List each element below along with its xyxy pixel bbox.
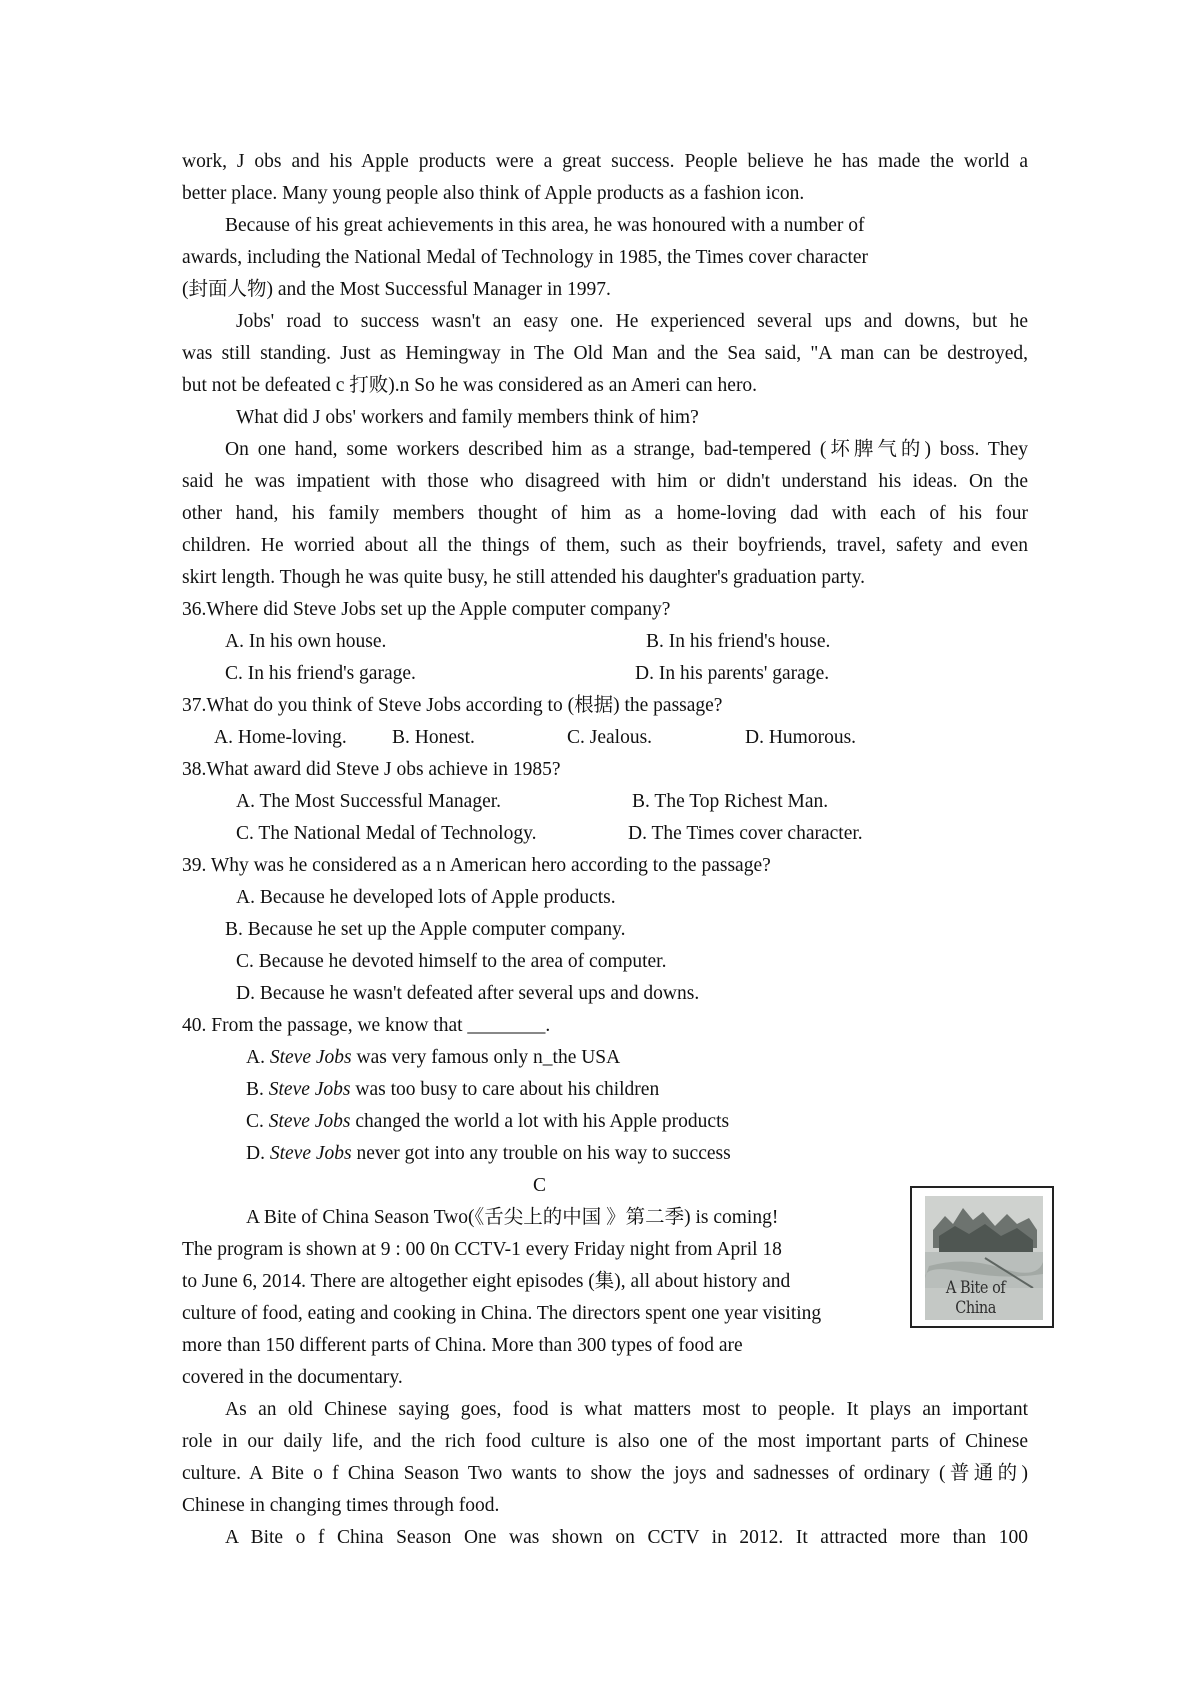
passage-line: Because of his great achievements in this area, he was honoured with a number of	[225, 215, 865, 236]
question-39-option-b: B. Because he set up the Apple computer company.	[225, 919, 626, 940]
question-38-stem: 38.What award did Steve J obs achieve in 1985?	[182, 759, 561, 780]
passage-c-line: more than 150 different parts of China. More than 300 types of food are	[182, 1335, 743, 1356]
option-text: changed the world a lot with his Apple products	[350, 1111, 730, 1132]
option-text: never got into any trouble on his way to success	[351, 1143, 731, 1164]
option-letter: C.	[246, 1111, 264, 1132]
option-text: was very famous only n_the USA	[351, 1047, 621, 1068]
question-39-stem: 39. Why was he considered as a n American hero according to the passage?	[182, 855, 771, 876]
passage-line: other hand, his family members thought of him as a home-loving dad with each of his four	[182, 503, 1028, 524]
question-40-stem: 40. From the passage, we know that ________.	[182, 1015, 551, 1036]
question-40-option-a	[246, 1044, 620, 1072]
question-37-option-d: D. Humorous.	[745, 727, 857, 748]
documentary-image	[925, 1196, 1043, 1320]
question-36-option-a: A. In his own house.	[225, 631, 387, 652]
passage-c-line: covered in the documentary.	[182, 1367, 403, 1388]
passage-line: was still standing. Just as Hemingway in The Old Man and the Sea said, "A man can be destroyed,	[182, 343, 1028, 364]
option-text: was too busy to care about his children	[350, 1079, 660, 1100]
passage-c-line: A Bite of China Season Two(《舌尖上的中国 》第二季) is coming!	[246, 1207, 779, 1228]
section-heading: C	[533, 1175, 547, 1196]
question-36-option-c: C. In his friend's garage.	[225, 663, 416, 684]
question-38-option-c: C. The National Medal of Technology.	[236, 823, 537, 844]
option-name: Steve Jobs	[268, 1111, 351, 1132]
passage-c-line: As an old Chinese saying goes, food is what matters most to people. It plays an important	[225, 1399, 1028, 1420]
question-39-option-c: C. Because he devoted himself to the area of computer.	[236, 951, 667, 972]
question-40-option-c	[246, 1108, 729, 1136]
passage-line: awards, including the National Medal of Technology in 1985, the Times cover character	[182, 247, 869, 268]
question-36-option-d: D. In his parents' garage.	[635, 663, 830, 684]
passage-line: (封面人物) and the Most Successful Manager in 1997.	[182, 279, 611, 300]
question-37-option-c: C. Jealous.	[567, 727, 653, 748]
passage-line: What did J obs' workers and family members think of him?	[236, 407, 699, 428]
passage-c-line: A Bite o f China Season One was shown on CCTV in 2012. It attracted more than 100	[225, 1527, 1028, 1548]
question-39-option-d: D. Because he wasn't defeated after several ups and downs.	[236, 983, 700, 1004]
passage-c-line: culture of food, eating and cooking in China. The directors spent one year visiting	[182, 1303, 822, 1324]
passage-line: said he was impatient with those who disagreed with him or didn't understand his ideas. On the	[182, 471, 1028, 492]
question-37-stem: 37.What do you think of Steve Jobs according to (根据) the passage?	[182, 695, 723, 716]
question-38-option-a: A. The Most Successful Manager.	[236, 791, 502, 812]
option-name: Steve Jobs	[269, 1047, 352, 1068]
passage-line: On one hand, some workers described him as a strange, bad-tempered (坏脾气的) boss. They	[225, 439, 1028, 460]
passage-line: work, J obs and his Apple products were a great success. People believe he has made the world a	[182, 151, 1028, 172]
option-name: Steve Jobs	[268, 1079, 351, 1100]
question-40-option-d	[246, 1140, 731, 1168]
documentary-image-frame	[910, 1186, 1054, 1328]
passage-line: skirt length. Though he was quite busy, he still attended his daughter's graduation party.	[182, 567, 865, 588]
question-37-option-b: B. Honest.	[392, 727, 475, 748]
passage-line: children. He worried about all the things of them, such as their boyfriends, travel, safety and even	[182, 535, 1028, 556]
question-36-stem: 36.Where did Steve Jobs set up the Apple computer company?	[182, 599, 671, 620]
passage-line: but not be defeated c 打败).n So he was considered as an Ameri can hero.	[182, 375, 758, 396]
option-letter: D.	[246, 1143, 265, 1164]
passage-c-line: The program is shown at 9 : 00 0n CCTV-1 every Friday night from April 18	[182, 1239, 782, 1260]
option-letter: B.	[246, 1079, 264, 1100]
option-letter: A.	[246, 1047, 265, 1068]
passage-c-line: culture. A Bite o f China Season Two wants to show the joys and sadnesses of ordinary (普通的)	[182, 1463, 1028, 1484]
question-38-option-b: B. The Top Richest Man.	[632, 791, 829, 812]
question-36-option-b: B. In his friend's house.	[646, 631, 831, 652]
passage-c-line: role in our daily life, and the rich food culture is also one of the most important parts of Chinese	[182, 1431, 1028, 1452]
question-37-option-a: A. Home-loving.	[214, 727, 347, 748]
question-38-option-d: D. The Times cover character.	[628, 823, 863, 844]
passage-line: better place. Many young people also think of Apple products as a fashion icon.	[182, 183, 805, 204]
passage-line: Jobs' road to success wasn't an easy one. He experienced several ups and downs, but he	[236, 311, 1028, 332]
passage-c-line: Chinese in changing times through food.	[182, 1495, 500, 1516]
passage-c-line: to June 6, 2014. There are altogether eight episodes (集), all about history and	[182, 1271, 791, 1292]
option-name: Steve Jobs	[269, 1143, 352, 1164]
image-caption: A Bite of China	[945, 1278, 1006, 1318]
question-40-option-b	[246, 1076, 659, 1104]
question-39-option-a: A. Because he developed lots of Apple products.	[236, 887, 616, 908]
